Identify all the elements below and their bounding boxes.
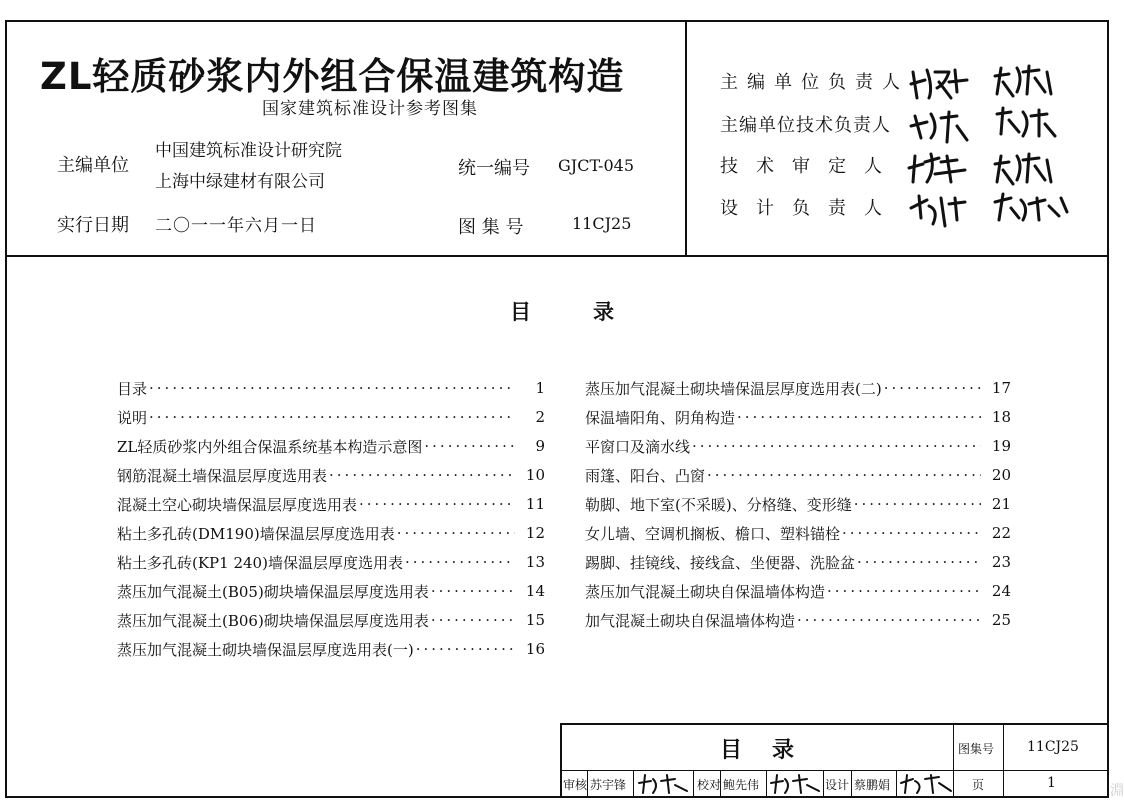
checker-name: 鲍先伟 — [723, 778, 760, 792]
watermark: 淵 — [1110, 783, 1124, 799]
toc-entry-page: 13 — [525, 553, 545, 571]
toc-entry-page: 16 — [525, 640, 545, 658]
date-label: 实行日期 — [57, 215, 129, 236]
toc-entry-title: 粘土多孔砖(DM190)墙保温层厚度选用表 — [117, 524, 395, 543]
toc-entry-title: 蒸压加气混凝土砌块墙保温层厚度选用表(二) — [585, 379, 882, 398]
toc-entry — [585, 520, 1011, 546]
toc-entry-title: ZL轻质砂浆内外组合保温系统基本构造示意图 — [117, 437, 423, 456]
toc-entry-page: 24 — [991, 582, 1011, 600]
toc-heading: 目录 — [510, 300, 676, 324]
editor-unit-1: 中国建筑标准设计研究院 — [155, 141, 342, 161]
review-label: 审核 — [563, 778, 588, 792]
toc-leader-dots — [422, 437, 515, 455]
design-label: 设计 — [825, 778, 850, 792]
toc-entry-page: 23 — [991, 553, 1011, 571]
role-design-head: 设计负责人 — [720, 198, 900, 219]
title-block-title: 目录 — [720, 738, 825, 763]
title-block-atlas-label: 图集号 — [958, 742, 995, 756]
toc-leader-dots — [147, 379, 515, 397]
toc-entry-page: 15 — [525, 611, 545, 629]
atlas-label: 图 集 号 — [458, 217, 524, 238]
unified-code-label: 统一编号 — [458, 158, 530, 179]
toc-entry-title: 勒脚、地下室(不采暖)、分格缝、变形缝 — [585, 495, 852, 514]
role-chief-tech-head: 主编单位技术负责人 — [720, 115, 891, 136]
toc-entry-title: 雨篷、阳台、凸窗 — [585, 466, 706, 485]
designer-name: 蔡鹏娟 — [854, 778, 891, 792]
toc-entry-page: 11 — [525, 495, 545, 513]
toc-leader-dots — [795, 611, 981, 629]
date-value: 二〇一一年六月一日 — [155, 216, 317, 236]
title-block-divider — [633, 770, 634, 798]
toc-entry-page: 17 — [991, 379, 1011, 397]
toc-entry-title: 蒸压加气混凝土砌块墙保温层厚度选用表(一) — [117, 640, 414, 659]
toc-entry — [585, 491, 1011, 517]
toc-entry-page: 9 — [535, 437, 545, 455]
toc-entry-title: 女儿墙、空调机搁板、檐口、塑料锚栓 — [585, 524, 841, 543]
toc-entry-page: 19 — [991, 437, 1011, 455]
toc-entry — [585, 549, 1011, 575]
toc-leader-dots — [855, 553, 981, 571]
toc-entry — [117, 578, 545, 604]
toc-entry-title: 粘土多孔砖(KP1 240)墙保温层厚度选用表 — [117, 553, 403, 572]
toc-entry-page: 25 — [991, 611, 1011, 629]
toc-entry-page: 2 — [535, 408, 545, 426]
toc-entry — [117, 636, 545, 662]
toc-entry-title: 蒸压加气混凝土砌块自保温墙体构造 — [585, 582, 826, 601]
toc-entry-page: 21 — [991, 495, 1011, 513]
toc-entry — [117, 433, 545, 459]
reviewer-name: 苏宇锋 — [590, 778, 627, 792]
toc-entry — [117, 491, 545, 517]
toc-entry-page: 18 — [991, 408, 1011, 426]
toc-entry — [585, 462, 1011, 488]
toc-leader-dots — [735, 408, 981, 426]
toc-entry-title: 说明 — [117, 408, 148, 427]
toc-leader-dots — [147, 408, 515, 426]
toc-entry — [117, 404, 545, 430]
atlas-number: 11CJ25 — [572, 214, 632, 233]
page-number: 1 — [1047, 775, 1056, 791]
toc-entry — [117, 520, 545, 546]
unified-code: GJCT-045 — [558, 156, 634, 175]
toc-entry-page: 20 — [991, 466, 1011, 484]
toc-leader-dots — [825, 582, 981, 600]
role-chief-unit-head: 主编单位负责人 — [720, 72, 909, 93]
header-vertical-divider — [685, 20, 687, 256]
toc-entry — [585, 607, 1011, 633]
editor-label: 主编单位 — [57, 155, 129, 176]
toc-leader-dots — [690, 437, 981, 455]
role-technical-approver: 技术审定人 — [720, 156, 900, 177]
toc-entry-page: 10 — [525, 466, 545, 484]
title-block-signatures — [635, 771, 1095, 797]
toc-leader-dots — [414, 640, 515, 658]
toc-entry-title: 平窗口及滴水线 — [585, 437, 691, 456]
toc-entry-page: 14 — [525, 582, 545, 600]
editor-unit-2: 上海中绿建材有限公司 — [155, 172, 325, 192]
sub-title: 国家建筑标准设计参考图集 — [262, 99, 478, 119]
toc-entry-title: 钢筋混凝土墙保温层厚度选用表 — [117, 466, 328, 485]
main-title: ZL轻质砂浆内外组合保温建筑构造 — [40, 55, 625, 98]
toc-entry-title: 踢脚、挂镜线、接线盒、坐便器、洗脸盆 — [585, 553, 856, 572]
toc-leader-dots — [327, 466, 515, 484]
toc-leader-dots — [705, 466, 981, 484]
toc-entry — [585, 375, 1011, 401]
toc-entry-page: 22 — [991, 524, 1011, 542]
toc-entry-title: 混凝土空心砌块墙保温层厚度选用表 — [117, 495, 358, 514]
toc-leader-dots — [840, 524, 981, 542]
toc-entry — [585, 404, 1011, 430]
toc-entry — [585, 578, 1011, 604]
toc-leader-dots — [882, 379, 981, 397]
page-label: 页 — [972, 778, 985, 792]
toc-leader-dots — [395, 524, 515, 542]
check-label: 校对 — [697, 778, 722, 792]
toc-entry — [117, 375, 545, 401]
toc-entry-page: 1 — [535, 379, 545, 397]
handwritten-signatures — [905, 58, 1085, 228]
toc-entry-title: 蒸压加气混凝土(B06)砌块墙保温层厚度选用表 — [117, 611, 429, 630]
header-divider — [5, 255, 1109, 257]
toc-entry-title: 加气混凝土砌块自保温墙体构造 — [585, 611, 796, 630]
toc-entry-title: 保温墙阳角、阴角构造 — [585, 408, 736, 427]
toc-entry-page: 12 — [525, 524, 545, 542]
toc-leader-dots — [357, 495, 515, 513]
toc-entry — [117, 607, 545, 633]
toc-entry — [585, 433, 1011, 459]
title-block-divider — [587, 770, 588, 798]
toc-leader-dots — [403, 553, 515, 571]
toc-leader-dots — [429, 582, 515, 600]
toc-entry-title: 蒸压加气混凝土(B05)砌块墙保温层厚度选用表 — [117, 582, 429, 601]
toc-leader-dots — [429, 611, 515, 629]
toc-entry-title: 目录 — [117, 379, 148, 398]
toc-leader-dots — [852, 495, 981, 513]
title-block-atlas-number: 11CJ25 — [1027, 739, 1079, 755]
toc-entry — [117, 462, 545, 488]
toc-entry — [117, 549, 545, 575]
